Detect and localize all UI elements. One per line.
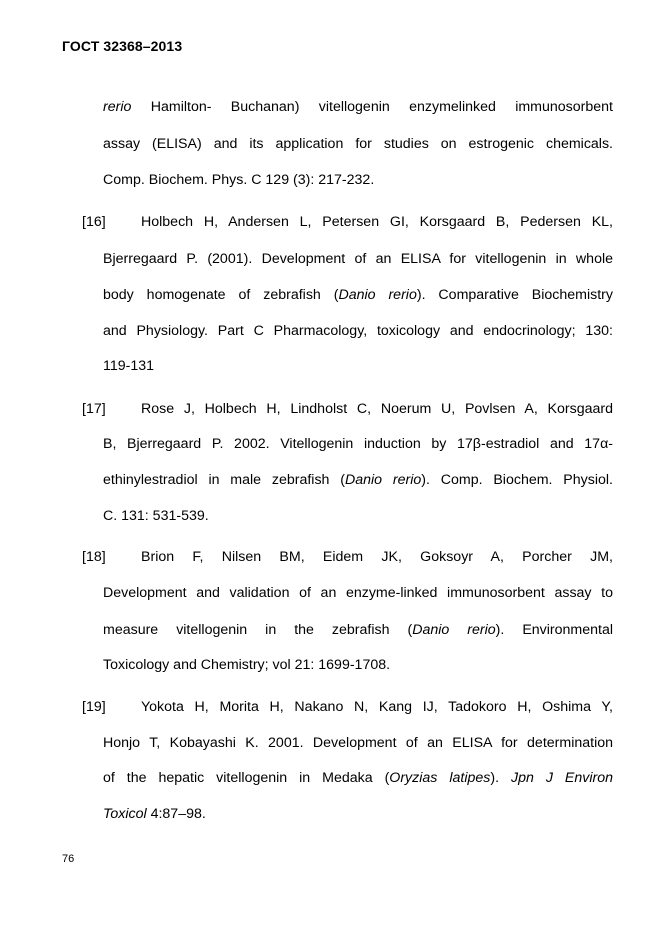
reference-line: B, Bjerregaard P. 2002. Vitellogenin induction by 17β-estradiol and 17α- bbox=[103, 436, 613, 452]
line-text: Hamilton- Buchanan) vitellogenin enzymelinked immunosorbent bbox=[131, 99, 613, 115]
italic-text: Toxicol bbox=[103, 806, 147, 822]
line-text: ). Environmental bbox=[495, 622, 614, 638]
reference-line bbox=[103, 620, 613, 640]
reference-line: Brion F, Nilsen BM, Eidem JK, Goksoyr A, Porcher JM, bbox=[141, 549, 613, 565]
reference-line: Development and validation of an enzyme-linked immunosorbent assay to bbox=[103, 585, 613, 601]
italic-text: Danio rerio bbox=[412, 622, 496, 638]
line-text: 4:87–98. bbox=[146, 806, 206, 822]
reference-line bbox=[103, 285, 613, 305]
reference-line: Bjerregaard P. (2001). Development of an ELISA for vitellogenin in whole bbox=[103, 251, 613, 267]
reference-line: Rose J, Holbech H, Lindholst C, Noerum U, Povlsen A, Korsgaard bbox=[141, 401, 613, 417]
line-text: of the hepatic vitellogenin in Medaka ( bbox=[103, 770, 390, 786]
reference-number: [16] bbox=[82, 214, 106, 230]
italic-text: Jpn J Environ bbox=[511, 770, 613, 786]
line-text: measure vitellogenin in the zebrafish ( bbox=[103, 622, 413, 638]
page-number: 76 bbox=[62, 853, 75, 865]
line-text: ethinylestradiol in male zebrafish ( bbox=[103, 472, 345, 488]
reference-line: Toxicology and Chemistry; vol 21: 1699-1708. bbox=[103, 657, 391, 673]
reference-line bbox=[103, 804, 613, 824]
reference-line: assay (ELISA) and its application for studies on estrogenic chemicals. bbox=[103, 136, 613, 152]
reference-line: Honjo T, Kobayashi K. 2001. Development of an ELISA for determination bbox=[103, 735, 613, 751]
line-text: ). Comp. Biochem. Physiol. bbox=[421, 472, 613, 488]
line-text: ). bbox=[490, 770, 511, 786]
reference-number: [17] bbox=[82, 401, 106, 417]
reference-line bbox=[103, 97, 613, 117]
reference-line: Comp. Biochem. Phys. C 129 (3): 217-232. bbox=[103, 172, 375, 188]
italic-text: Danio rerio bbox=[338, 287, 417, 303]
reference-line bbox=[103, 470, 613, 490]
italic-text: Oryzias latipes bbox=[389, 770, 491, 786]
line-text: ). Comparative Biochemistry bbox=[416, 287, 613, 303]
reference-line: Yokota H, Morita H, Nakano N, Kang IJ, Tadokoro H, Oshima Y, bbox=[141, 699, 613, 715]
italic-text: Danio rerio bbox=[344, 472, 422, 488]
reference-line: C. 131: 531-539. bbox=[103, 508, 209, 524]
document-header: ГОСТ 32368–2013 bbox=[62, 38, 183, 54]
reference-number: [18] bbox=[82, 549, 106, 565]
italic-text: rerio bbox=[103, 99, 132, 115]
reference-line: Holbech H, Andersen L, Petersen GI, Korsgaard B, Pedersen KL, bbox=[141, 214, 613, 230]
reference-line: and Physiology. Part C Pharmacology, toxicology and endocrinology; 130: bbox=[103, 323, 613, 339]
reference-line: 119-131 bbox=[103, 358, 155, 374]
line-text: body homogenate of zebrafish ( bbox=[103, 287, 339, 303]
reference-number: [19] bbox=[82, 699, 106, 715]
reference-line bbox=[103, 768, 613, 788]
